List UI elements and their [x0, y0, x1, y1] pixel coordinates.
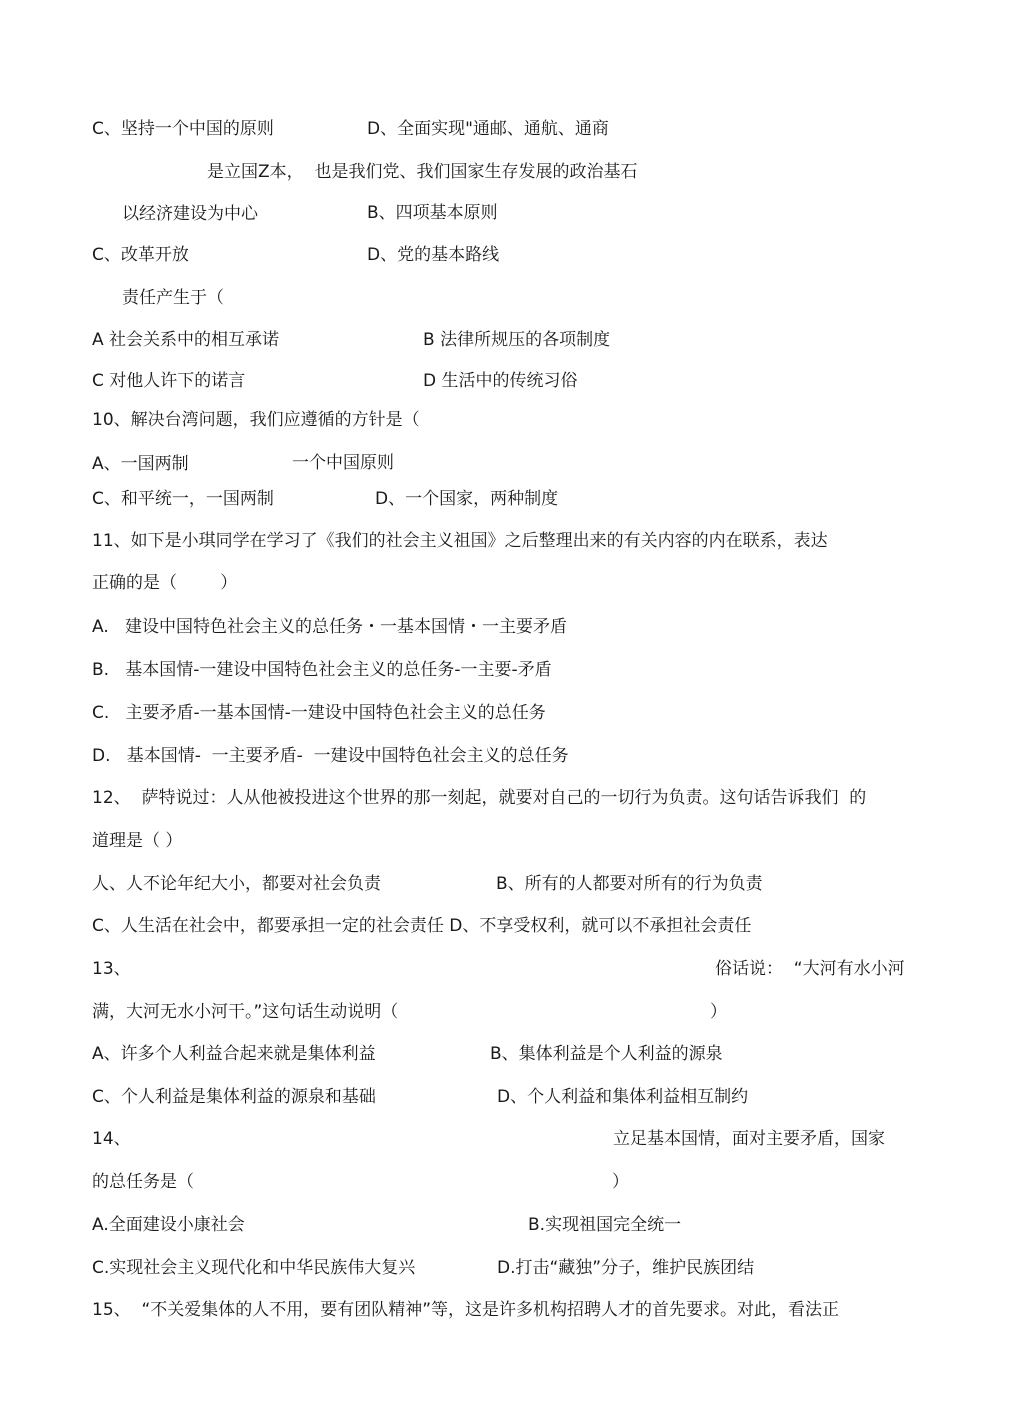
option-d: D、个人利益和集体利益相互制约: [497, 1087, 749, 1107]
option-c: C、个人利益是集体利益的源泉和基础: [92, 1087, 376, 1107]
option-c: C、坚持一个中国的原则: [92, 119, 274, 139]
option-d: D、一个国家，两种制度: [375, 489, 559, 509]
question-13-cont: 满，大河无水小河干。”这句话生动说明（: [92, 1002, 399, 1022]
question-10: 10、解决台湾问题，我们应遵循的方针是（: [92, 410, 420, 430]
option-c: C 对他人许下的诺言: [92, 371, 246, 391]
question-text: 是立国Z本， 也是我们党、我们国家生存发展的政治基石: [207, 162, 638, 182]
option-a: 以经济建设为中心: [122, 204, 258, 224]
option-a: A、一国两制: [92, 454, 189, 474]
question-12: 12、 萨特说过：人从他被投进这个世界的那一刻起，就要对自己的一切行为负责。这句话告诉我们 的: [92, 788, 867, 808]
question-11-cont: 正确的是（ ）: [92, 573, 238, 593]
option-c: C、和平统一，一国两制: [92, 489, 274, 509]
question-14-number: 14、: [92, 1129, 131, 1149]
option-d: D. 基本国情- 一主要矛盾- 一建设中国特色社会主义的总任务: [92, 746, 569, 766]
question-13: 俗话说： “大河有水小河: [715, 959, 905, 979]
option-a: A.全面建设小康社会: [92, 1215, 245, 1235]
option-b: B.实现祖国完全统一: [528, 1215, 682, 1235]
question-14-cont: 的总任务是（: [92, 1172, 194, 1192]
option-b: 一个中国原则: [292, 453, 394, 473]
question-13-number: 13、: [92, 959, 131, 979]
option-d: D、党的基本路线: [367, 245, 500, 265]
option-d: D 生活中的传统习俗: [423, 371, 578, 391]
question-12-cont: 道理是（ ）: [92, 831, 183, 851]
answer-bracket: ）: [612, 1172, 629, 1192]
option-cd: C、人生活在社会中，都要承担一定的社会责任 D、不享受权利，就可以不承担社会责任: [92, 916, 752, 936]
question-text: 责任产生于（: [122, 288, 224, 308]
option-b: B、四项基本原则: [367, 203, 498, 223]
question-11: 11、如下是小琪同学在学习了《我们的社会主义祖国》之后整理出来的有关内容的内在联系，表达: [92, 531, 828, 551]
option-b: B 法律所规压的各项制度: [423, 330, 611, 350]
option-a: A 社会关系中的相互承诺: [92, 330, 280, 350]
option-c: C. 主要矛盾-一基本国情-一建设中国特色社会主义的总任务: [92, 703, 546, 723]
option-a: A、许多个人利益合起来就是集体利益: [92, 1044, 376, 1064]
answer-bracket: ）: [710, 1002, 727, 1022]
option-a: 人、人不论年纪大小，都要对社会负责: [92, 874, 381, 894]
question-15: 15、 “不关爱集体的人不用，要有团队精神”等，这是许多机构招聘人才的首先要求。对此，看法正: [92, 1300, 840, 1320]
option-b: B. 基本国情-一建设中国特色社会主义的总任务-一主要-矛盾: [92, 660, 552, 680]
option-d: D.打击“藏独”分子，维护民族团结: [497, 1258, 755, 1278]
option-c: C、改革开放: [92, 245, 189, 265]
question-14: 立足基本国情，面对主要矛盾，国家: [613, 1129, 885, 1149]
option-b: B、集体利益是个人利益的源泉: [490, 1044, 723, 1064]
option-c: C.实现社会主义现代化和中华民族伟大复兴: [92, 1258, 416, 1278]
option-a: A. 建设中国特色社会主义的总任务・一基本国情・一主要矛盾: [92, 617, 567, 637]
option-b: B、所有的人都要对所有的行为负责: [496, 874, 763, 894]
option-d: D、全面实现"通邮、通航、通商: [367, 119, 609, 139]
